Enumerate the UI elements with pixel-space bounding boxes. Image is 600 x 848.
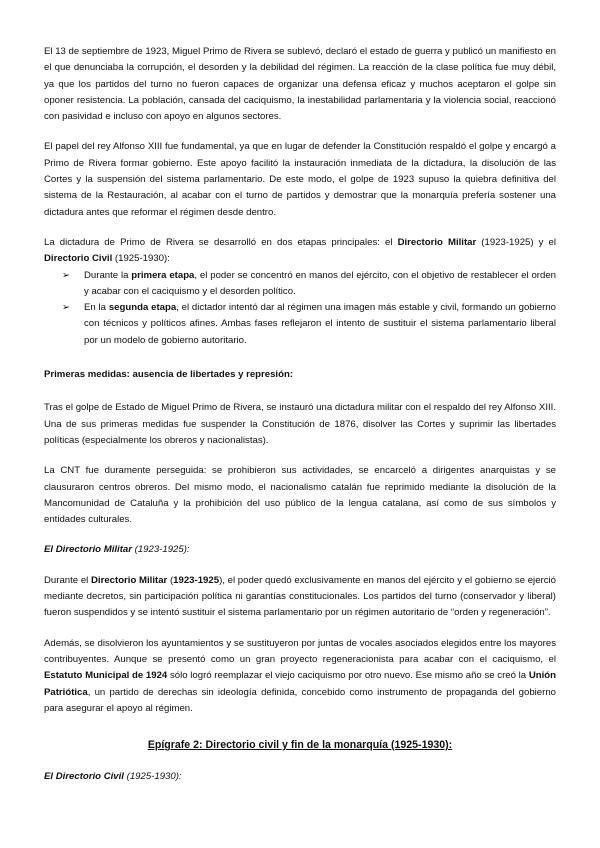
epigraph-title: Epígrafe 2: Directorio civil y fin de la monarquía (1925-1930):	[147, 739, 453, 752]
list-item	[62, 300, 556, 349]
text-span: , el dictador intentó dar al régimen una imagen más estable y civil, formando un gobierno con técnicos y políticos afines. Ambas fases reflejaron el intento de sustituir el sistema parlamentario liberal por un modelo de gobierno autoritario.	[84, 302, 556, 346]
text-span: (1925-1930):	[112, 253, 170, 265]
heading-primeras-medidas: Primeras medidas: ausencia de libertades y represión:	[44, 369, 294, 381]
bold-directorio-civil: Directorio Civil	[44, 253, 113, 265]
paragraph-cnt: La CNT fue duramente perseguida: se prohibieron sus actividades, se encarceló a dirigentes anarquistas y se clausuraron centros obreros. Del mismo modo, el nacionalismo catalán fue reprimido mediante la disolución de la Mancomunidad de Cataluña y la prohibición del uso público de la lengua catalana, así como de sus símbolos y entidades culturales.	[44, 465, 556, 526]
bold-union-patriotica: Unión Patriótica	[44, 670, 556, 698]
list-item	[62, 268, 557, 301]
text-span: La dictadura de Primo de Rivera se desarrolló en dos etapas principales: el	[44, 236, 398, 248]
paragraph-papel-rey: El papel del rey Alfonso XIII fue fundamental, ya que en lugar de defender la Constitución respaldó el golpe y encargó a Primo de Rivera formar gobierno. Este apoyo facilitó la instauración inmediata de la dictadura, la disolución de las Cortes y la suspensión del sistema parlamentario. De este modo, el golpe de 1923 supuso la quiebra definitiva del sistema de la Restauración, al acabar con el turno de partidos y demostrar que la monarquía prefería sostener una dictadura antes que reformar el régimen desde dentro.	[44, 141, 556, 218]
text-span: ), el poder quedó exclusivamente en manos del ejército y el gobierno se ejerció mediante decretos, sin participación política ni garantías constitucionales. Los partidos del turno (conservador y liberal) fueron suspendidos y se intentó sustituir el sistema parlamentario por un régimen autoritario de “orden y regeneración”.	[44, 574, 556, 619]
text-span: Durante la	[84, 269, 132, 281]
paragraph-directorio-militar	[44, 573, 556, 622]
heading-dates: (1923-1925):	[131, 544, 190, 556]
bold-directorio-militar: Directorio Militar	[397, 236, 477, 248]
heading-directorio-militar	[44, 542, 556, 558]
text-span: Durante el	[44, 574, 91, 586]
text-span: (	[167, 574, 174, 586]
heading-main: El Directorio Militar	[44, 544, 132, 556]
paragraph-etapas	[44, 235, 556, 268]
paragraph-golpe-1923: El 13 de septiembre de 1923, Miguel Primo de Rivera se sublevó, declaró el estado de guerra y publicó un manifiesto en el que denunciaba la corrupción, el desorden y la debilidad del régimen. La reacción de la clase política fue muy débil, ya que los partidos del turno no fueron capaces de organizar una defensa eficaz y muchos aceptaron el golpe sin oponer resistencia. La población, cansada del caciquismo, la inestabilidad parlamentaria y la violencia social, reaccionó con pasividad e incluso con apoyo en algunos sectores.	[44, 46, 556, 123]
bold-segunda-etapa: segunda etapa	[108, 302, 177, 314]
paragraph-ayuntamientos	[44, 636, 556, 717]
text-span: En la	[84, 302, 109, 314]
text-span: , un partido de derechas sin ideología definida, concebido como instrumento de propaganda del gobierno para asegurar el apoyo al régimen.	[44, 686, 556, 714]
text-span: (1923-1925) y el	[476, 236, 557, 248]
arrow-bullet-icon: ➢	[62, 269, 71, 281]
bold-primera-etapa: primera etapa	[131, 269, 195, 281]
heading-dates: (1925-1930):	[123, 771, 182, 783]
text-span: Además, se disolvieron los ayuntamientos y se sustituyeron por juntas de vocales asociados elegidos entre los mayores contribuyentes. Aunque se presentó como un gran proyecto regeneracionista para acabar con el caciquismo, el	[44, 637, 556, 665]
etapas-list	[44, 268, 556, 349]
paragraph-primeras-medidas: Tras el golpe de Estado de Miguel Primo de Rivera, se instauró una dictadura militar con el respaldo del rey Alfonso XIII. Una de sus primeras medidas fue suspender la Constitución de 1876, disolver las Cortes y suprimir las libertades políticas (especialmente los obreros y nacionalistas).	[44, 402, 556, 446]
bold-directorio-militar: Directorio Militar	[91, 574, 168, 586]
heading-directorio-civil	[44, 769, 556, 785]
bold-dates: 1923-1925	[173, 574, 220, 586]
text-span: sólo logró reemplazar el viejo caciquismo por otro nuevo. Ese mismo año se creó la	[167, 670, 529, 682]
bold-estatuto-municipal: Estatuto Municipal de 1924	[44, 670, 168, 682]
text-span: , el poder se concentró en manos del ejército, con el objetivo de restablecer el orden y acabar con el caciquismo y el desorden político.	[84, 269, 557, 297]
heading-main: El Directorio Civil	[44, 771, 124, 783]
arrow-bullet-icon: ➢	[62, 302, 71, 314]
